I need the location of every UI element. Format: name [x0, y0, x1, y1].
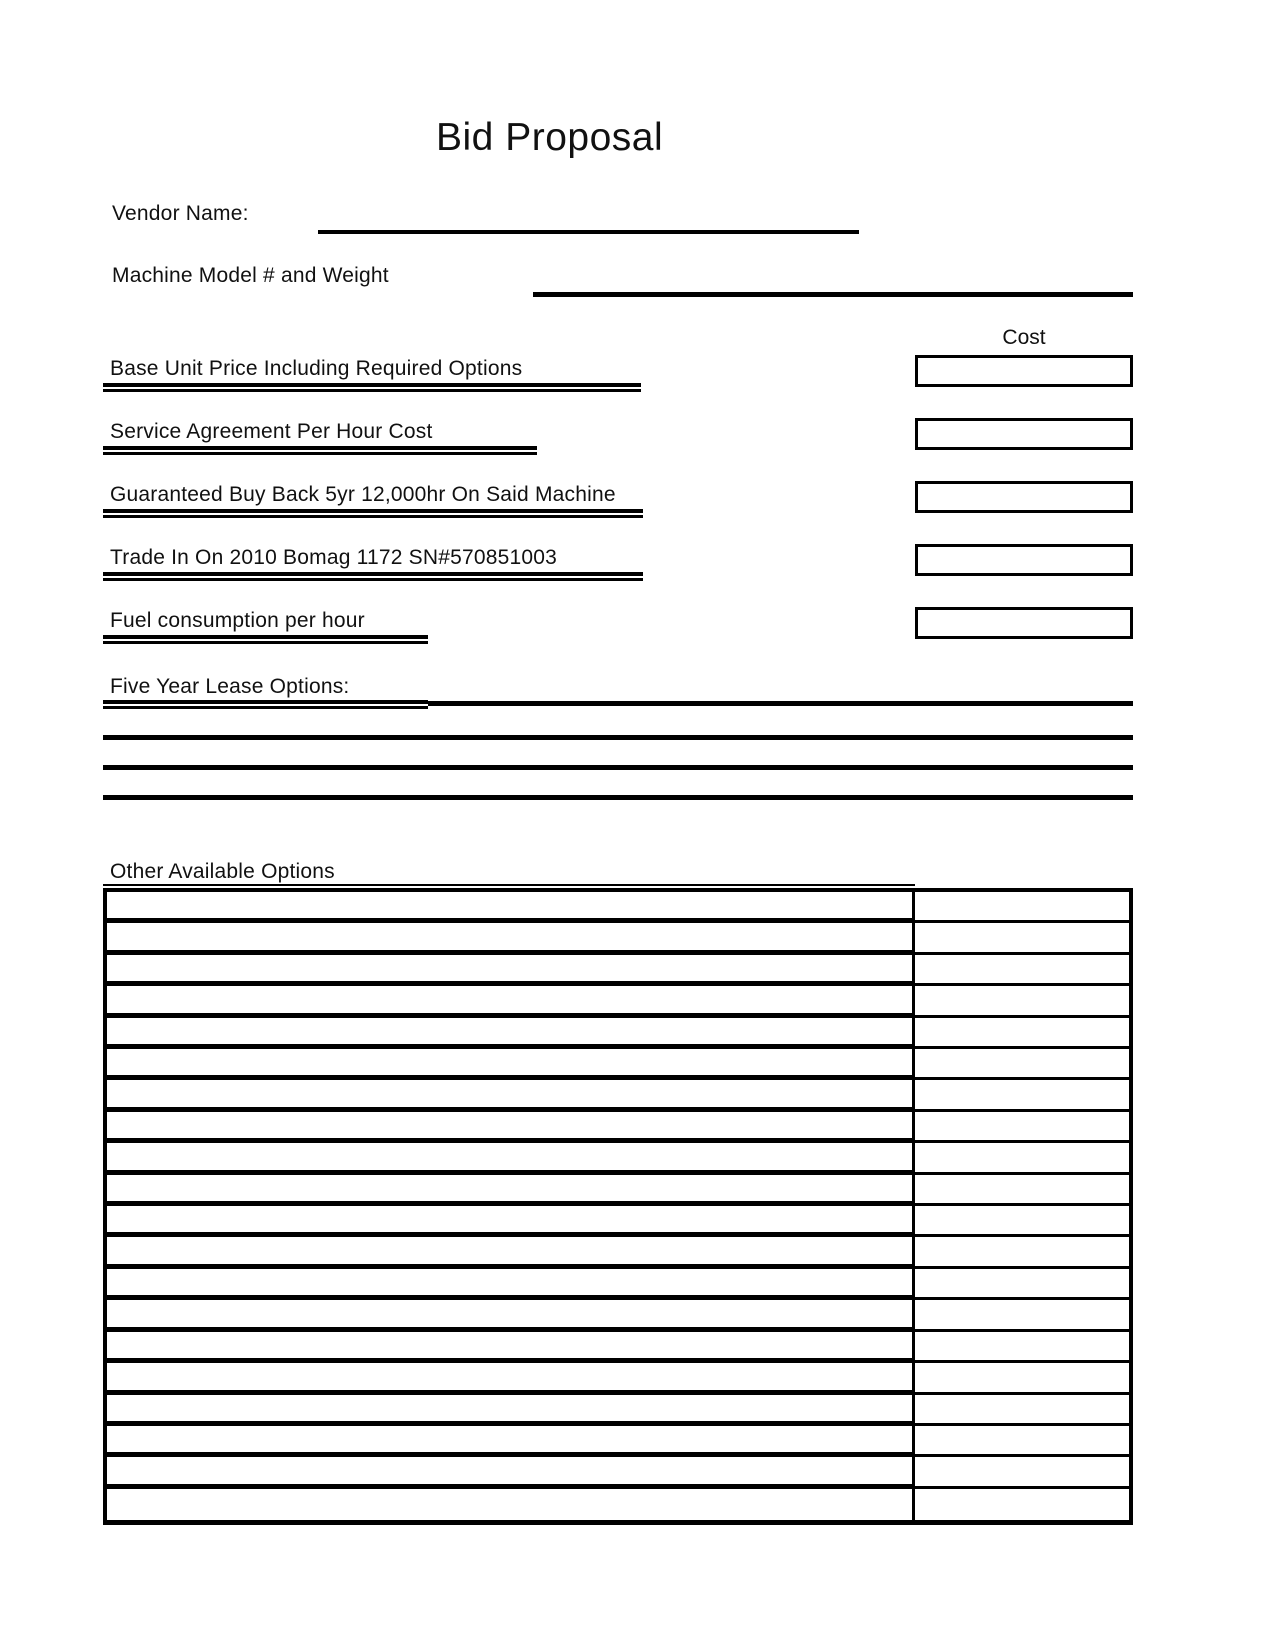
machine-model-label: Machine Model # and Weight — [112, 264, 389, 287]
option-cost-cell[interactable] — [915, 923, 1129, 954]
option-cost-cell[interactable] — [915, 1018, 1129, 1049]
service-agreement-cost-box[interactable] — [915, 418, 1133, 450]
options-table-row — [107, 1018, 1129, 1049]
option-description-cell[interactable] — [107, 923, 915, 954]
option-cost-cell[interactable] — [915, 1175, 1129, 1206]
options-table-row — [107, 955, 1129, 986]
option-cost-cell[interactable] — [915, 1080, 1129, 1111]
option-description-cell[interactable] — [107, 1300, 915, 1331]
options-table-row — [107, 1269, 1129, 1300]
base-unit-price-cost-box[interactable] — [915, 355, 1133, 387]
option-description-cell[interactable] — [107, 1112, 915, 1143]
fuel-consumption-label: Fuel consumption per hour — [110, 609, 365, 632]
options-table-row — [107, 1395, 1129, 1426]
lease-options-underline — [103, 700, 428, 709]
guaranteed-buy-back-label: Guaranteed Buy Back 5yr 12,000hr On Said Machine — [110, 483, 616, 506]
option-description-cell[interactable] — [107, 986, 915, 1017]
options-table-row — [107, 1426, 1129, 1457]
option-description-cell[interactable] — [107, 1143, 915, 1174]
trade-in-label: Trade In On 2010 Bomag 1172 SN#570851003 — [110, 546, 557, 569]
option-cost-cell[interactable] — [915, 1363, 1129, 1394]
option-cost-cell[interactable] — [915, 1269, 1129, 1300]
option-cost-cell[interactable] — [915, 1143, 1129, 1174]
options-table-row — [107, 1332, 1129, 1363]
fuel-consumption-cost-box[interactable] — [915, 607, 1133, 639]
guaranteed-buy-back-cost-box[interactable] — [915, 481, 1133, 513]
lease-write-in-line-2[interactable] — [103, 735, 1133, 740]
option-cost-cell[interactable] — [915, 986, 1129, 1017]
base-unit-price-label: Base Unit Price Including Required Options — [110, 357, 523, 380]
option-cost-cell[interactable] — [915, 1049, 1129, 1080]
lease-write-in-line-1[interactable] — [428, 701, 1133, 706]
option-cost-cell[interactable] — [915, 1457, 1129, 1488]
options-table-row — [107, 986, 1129, 1017]
option-description-cell[interactable] — [107, 1269, 915, 1300]
cost-column-header: Cost — [1002, 326, 1046, 349]
options-table-row — [107, 1206, 1129, 1237]
options-table-row — [107, 1300, 1129, 1331]
option-description-cell[interactable] — [107, 1080, 915, 1111]
option-description-cell[interactable] — [107, 955, 915, 986]
options-table-row — [107, 1237, 1129, 1268]
option-description-cell[interactable] — [107, 1237, 915, 1268]
base-unit-price-underline — [103, 383, 641, 392]
trade-in-underline — [103, 572, 643, 581]
machine-model-input-line[interactable] — [533, 292, 1133, 297]
option-cost-cell[interactable] — [915, 1426, 1129, 1457]
fuel-consumption-underline — [103, 635, 428, 644]
option-cost-cell[interactable] — [915, 1489, 1129, 1520]
vendor-name-input-line[interactable] — [318, 230, 859, 234]
lease-write-in-line-3[interactable] — [103, 765, 1133, 770]
options-table-row — [107, 1143, 1129, 1174]
option-cost-cell[interactable] — [915, 1206, 1129, 1237]
other-options-label: Other Available Options — [110, 860, 335, 883]
option-description-cell[interactable] — [107, 1457, 915, 1488]
option-description-cell[interactable] — [107, 1049, 915, 1080]
option-description-cell[interactable] — [107, 892, 915, 923]
guaranteed-buy-back-underline — [103, 509, 643, 518]
lease-options-label: Five Year Lease Options: — [110, 675, 350, 698]
options-table-row — [107, 1080, 1129, 1111]
page-title: Bid Proposal — [436, 116, 664, 159]
lease-write-in-line-4[interactable] — [103, 795, 1133, 800]
service-agreement-underline — [103, 446, 537, 455]
options-table-row — [107, 1112, 1129, 1143]
option-description-cell[interactable] — [107, 1395, 915, 1426]
options-table-row — [107, 892, 1129, 923]
options-table-row — [107, 1489, 1129, 1520]
option-cost-cell[interactable] — [915, 1112, 1129, 1143]
option-cost-cell[interactable] — [915, 955, 1129, 986]
option-description-cell[interactable] — [107, 1018, 915, 1049]
option-description-cell[interactable] — [107, 1426, 915, 1457]
other-options-table — [103, 888, 1133, 1525]
vendor-name-label: Vendor Name: — [112, 202, 249, 225]
option-cost-cell[interactable] — [915, 1237, 1129, 1268]
options-table-row — [107, 923, 1129, 954]
option-cost-cell[interactable] — [915, 892, 1129, 923]
option-cost-cell[interactable] — [915, 1395, 1129, 1426]
option-cost-cell[interactable] — [915, 1332, 1129, 1363]
option-description-cell[interactable] — [107, 1332, 915, 1363]
option-cost-cell[interactable] — [915, 1300, 1129, 1331]
option-description-cell[interactable] — [107, 1489, 915, 1520]
other-options-label-underline — [103, 884, 915, 886]
options-table-row — [107, 1175, 1129, 1206]
option-description-cell[interactable] — [107, 1363, 915, 1394]
option-description-cell[interactable] — [107, 1206, 915, 1237]
trade-in-cost-box[interactable] — [915, 544, 1133, 576]
service-agreement-label: Service Agreement Per Hour Cost — [110, 420, 433, 443]
option-description-cell[interactable] — [107, 1175, 915, 1206]
options-table-row — [107, 1049, 1129, 1080]
options-table-row — [107, 1363, 1129, 1394]
options-table-row — [107, 1457, 1129, 1488]
